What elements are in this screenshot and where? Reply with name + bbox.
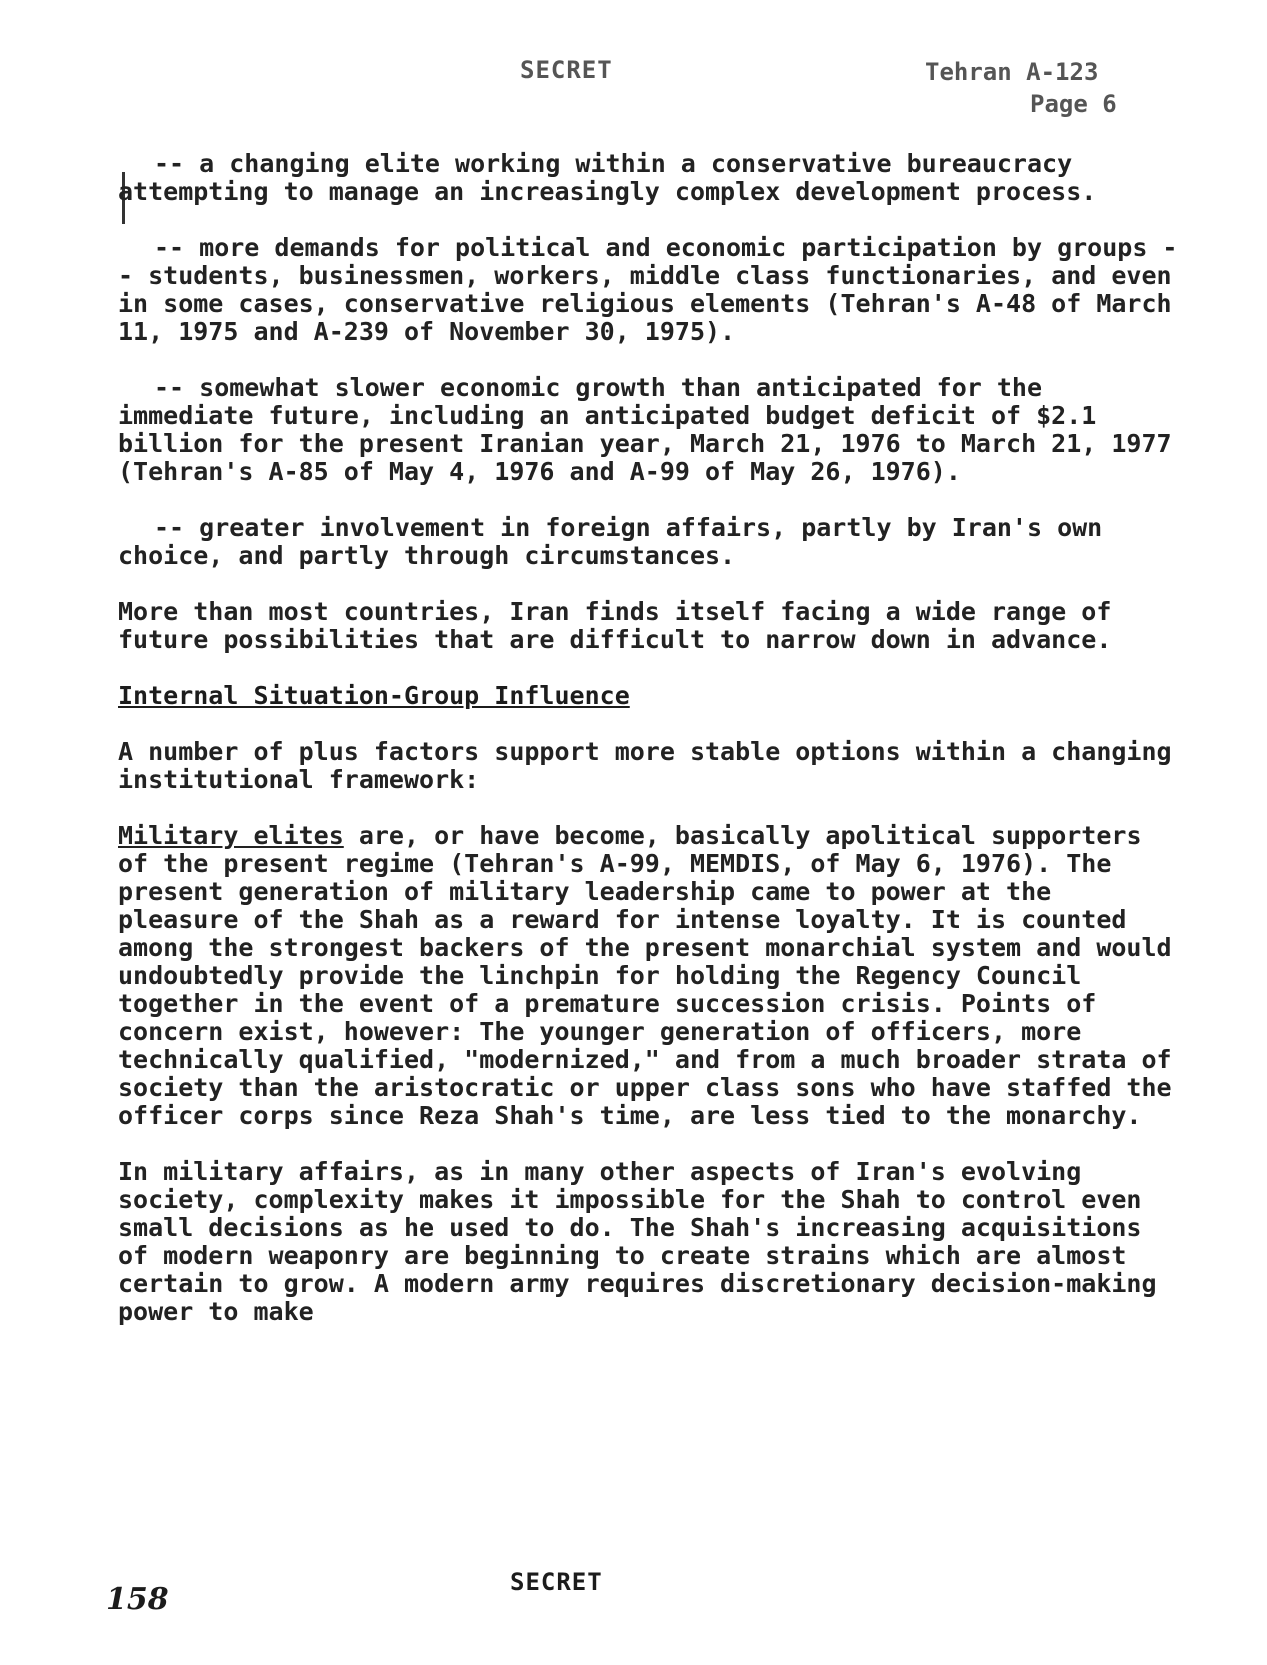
page-number: 158 <box>106 1582 169 1617</box>
paragraph-7-lead: Military elites <box>118 821 344 850</box>
paragraph-7-text: are, or have become, basically apolitical supporters of the present regime (Tehran's A-99, MEMDIS, of May 6, 1976). The present generation of military leadership came to power at the pleasure of the Shah as a reward for intense loyalty. It is counted among the strongest backers of the present monarchial system and would undoubtedly provide the linchpin for holding the Regency Council together in the event of a premature succession crisis. Points of concern exist, however: The younger generation of officers, more technically qualified, "modernized," and from a much broader strata of society than the aristocratic or upper class sons who have staffed the officer corps since Reza Shah's time, are less tied to the monarchy. <box>118 821 1187 1130</box>
paragraph-4: -- greater involvement in foreign affairs, partly by Iran's own choice, and partly through circumstances. <box>118 513 1118 570</box>
section-heading: Internal Situation-Group Influence <box>118 681 630 710</box>
document-body <box>118 149 1187 1354</box>
header-reference: Tehran A-123 <box>925 58 1099 86</box>
paragraph-2: -- more demands for political and economic participation by groups -- students, businessmen, workers, middle class functionaries, and even in some cases, conservative religious elements (Tehran's A-48 of March 11, 1975 and A-239 of November 30, 1975). <box>118 233 1187 346</box>
paragraph-1: -- a changing elite working within a conservative bureaucracy attempting to manage an increasingly complex development process. <box>118 149 1097 206</box>
footer-classification: SECRET <box>510 1568 603 1596</box>
header-classification: SECRET <box>520 56 613 84</box>
paragraph-3: -- somewhat slower economic growth than anticipated for the immediate future, including an anticipated budget deficit of $2.1 billion for the present Iranian year, March 21, 1976 to March 21, 1977 (Tehran's A-85 of May 4, 1976 and A-99 of May 26, 1976). <box>118 373 1187 486</box>
paragraph-8: In military affairs, as in many other aspects of Iran's evolving society, complexity makes it impossible for the Shah to control even small decisions as he used to do. The Shah's increasing acquisitions of modern weaponry are beginning to create strains which are almost certain to grow. A modern army requires discretionary decision-making power to make <box>118 1157 1172 1326</box>
paragraph-5: More than most countries, Iran finds itself facing a wide range of future possibilities that are difficult to narrow down in advance. <box>118 597 1127 654</box>
paragraph-7 <box>118 821 1187 1130</box>
header-page: Page 6 <box>1030 90 1117 118</box>
header-reference-block <box>925 56 1117 120</box>
paragraph-6: A number of plus factors support more stable options within a changing institutional framework: <box>118 737 1187 794</box>
